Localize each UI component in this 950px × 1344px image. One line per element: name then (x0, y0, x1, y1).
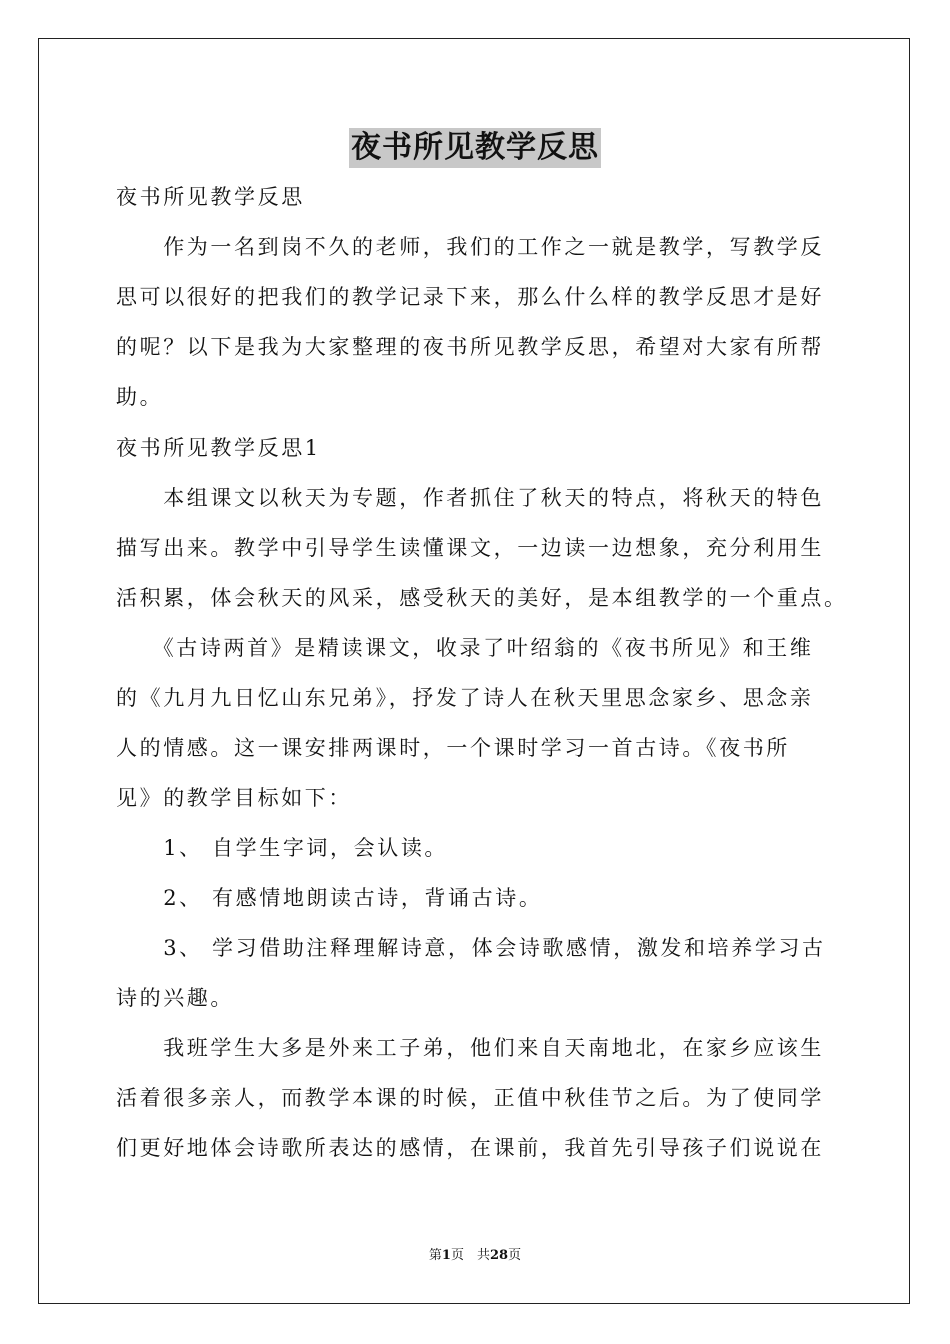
footer-total-pages: 28 (490, 1248, 509, 1263)
body-line: 《古诗两首》是精读课文，收录了叶绍翁的《夜书所见》和王维 (116, 636, 814, 660)
list-item: 3、 学习借助注释理解诗意，体会诗歌感情，激发和培养学习古 (116, 936, 826, 960)
body-line: 的《九月九日忆山东兄弟》，抒发了诗人在秋天里思念家乡、思念亲 (116, 686, 814, 710)
document-title: 夜书所见教学反思 (349, 128, 601, 168)
body-line: 本组课文以秋天为专题，作者抓住了秋天的特点，将秋天的特色 (116, 486, 824, 510)
body-line: 见》的教学目标如下： (116, 786, 352, 810)
doc-subtitle: 夜书所见教学反思 (116, 185, 305, 209)
body-line: 作为一名到岗不久的老师，我们的工作之一就是教学，写教学反 (116, 235, 824, 259)
body-line: 们更好地体会诗歌所表达的感情，在课前，我首先引导孩子们说说在 (116, 1136, 824, 1160)
body-line: 我班学生大多是外来工子弟，他们来自天南地北，在家乡应该生 (116, 1036, 824, 1060)
body-line: 思可以很好的把我们的教学记录下来，那么什么样的教学反思才是好 (116, 285, 824, 309)
title-container (0, 128, 950, 168)
body-line: 助。 (116, 385, 164, 409)
body-line: 活积累，体会秋天的风采，感受秋天的美好，是本组教学的一个重点。 (116, 586, 848, 610)
body-line: 描写出来。教学中引导学生读懂课文，一边读一边想象，充分利用生 (116, 536, 824, 560)
page-border (38, 38, 910, 1304)
list-item: 2、 有感情地朗读古诗，背诵古诗。 (116, 886, 543, 910)
page-footer (0, 1247, 950, 1265)
body-line: 的呢？以下是我为大家整理的夜书所见教学反思，希望对大家有所帮 (116, 335, 824, 359)
section-heading: 夜书所见教学反思1 (116, 436, 321, 460)
footer-page-number: 1 (441, 1248, 451, 1263)
list-item: 1、 自学生字词，会认读。 (116, 836, 449, 860)
body-line: 活着很多亲人，而教学本课的时候，正值中秋佳节之后。为了使同学 (116, 1086, 824, 1110)
footer-page-prefix: 第 (428, 1248, 442, 1263)
footer-total-suffix: 页 (508, 1248, 522, 1263)
footer-page-suffix: 页 (450, 1248, 464, 1263)
footer-total-prefix: 共 (476, 1248, 490, 1263)
body-line: 诗的兴趣。 (116, 986, 234, 1010)
body-line: 人的情感。这一课安排两课时，一个课时学习一首古诗。《夜书所 (116, 736, 790, 760)
